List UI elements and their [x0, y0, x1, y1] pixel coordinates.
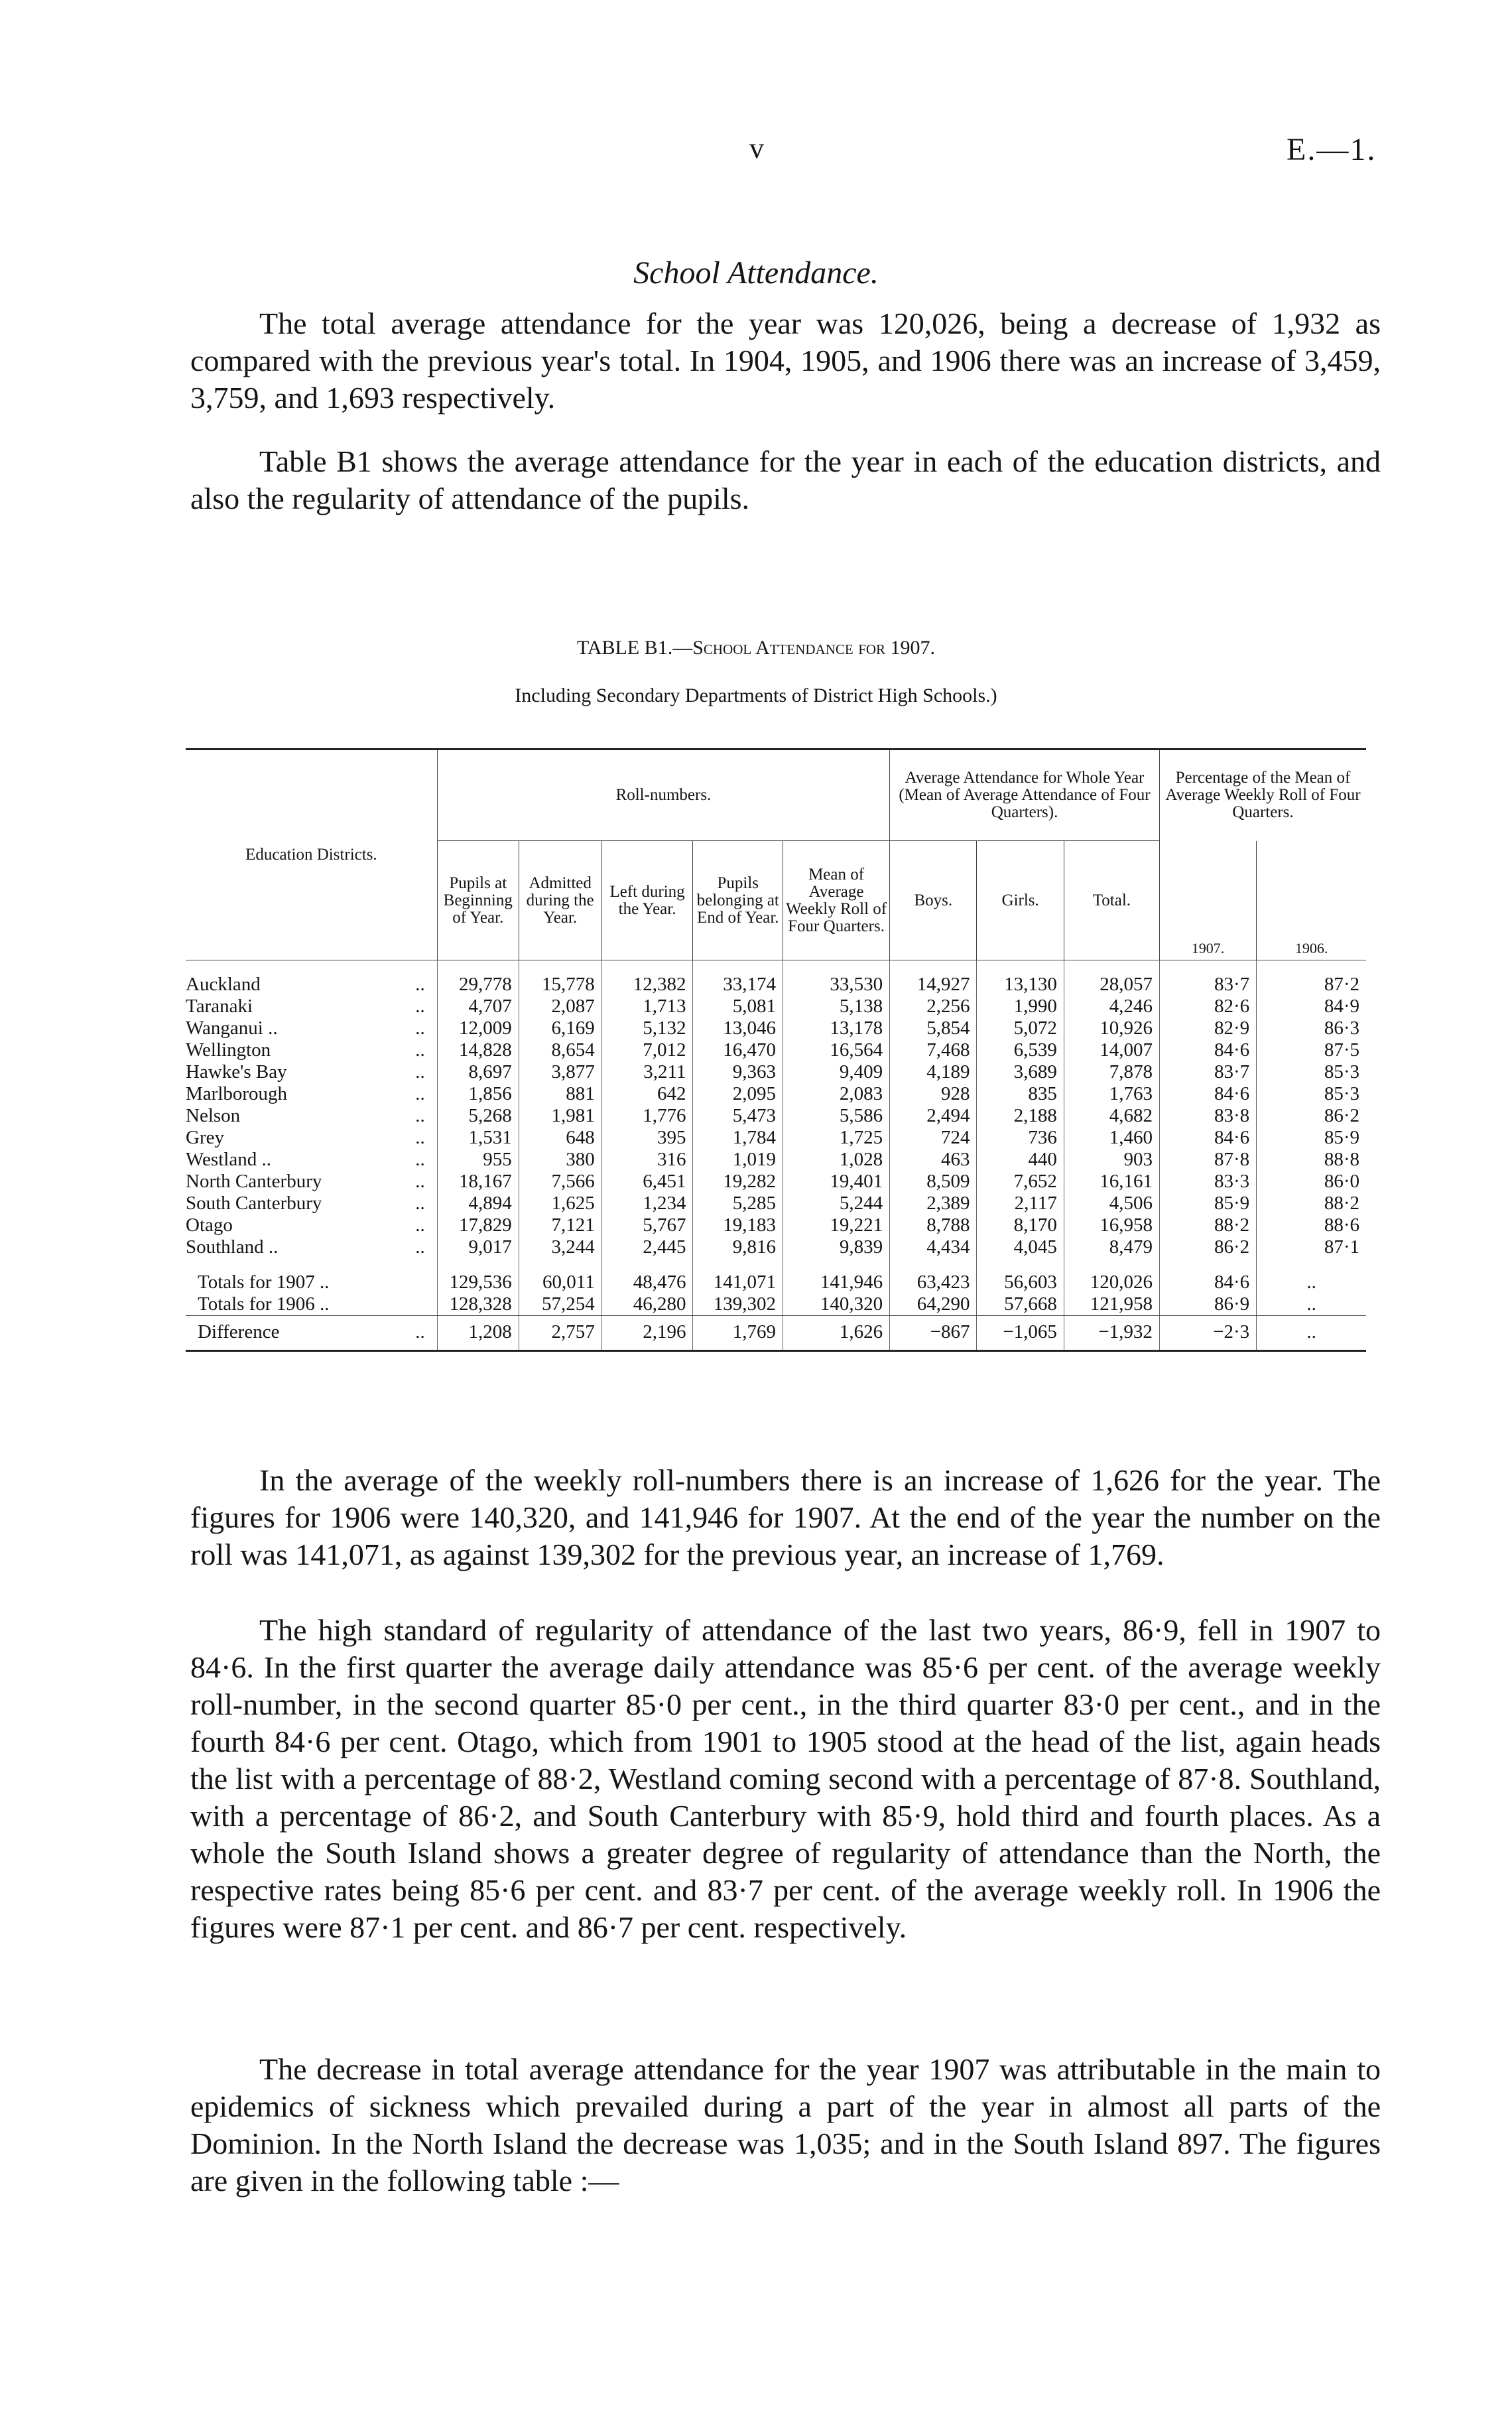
value-cell: 86·2 — [1159, 1236, 1256, 1258]
district-cell — [186, 1171, 437, 1193]
value-cell: 29,778 — [437, 974, 519, 996]
value-cell: 16,564 — [783, 1039, 890, 1061]
value-cell: 2,188 — [977, 1105, 1064, 1127]
value-cell: 86·3 — [1257, 1017, 1366, 1039]
value-cell: 1,776 — [601, 1105, 693, 1127]
district-name: Auckland — [186, 974, 261, 995]
value-cell: −1,065 — [977, 1316, 1064, 1351]
value-cell: 928 — [890, 1083, 977, 1105]
value-cell: 56,603 — [977, 1272, 1064, 1293]
spacer-cell — [519, 1258, 601, 1272]
district-name: Nelson — [186, 1105, 241, 1126]
value-cell: 5,138 — [783, 996, 890, 1017]
value-cell: 12,382 — [601, 974, 693, 996]
leader-dots: .. — [415, 1105, 425, 1126]
district-name: Hawke's Bay — [186, 1061, 287, 1082]
value-cell: 9,363 — [693, 1061, 783, 1083]
value-cell: 141,946 — [783, 1272, 890, 1293]
value-cell: 4,894 — [437, 1193, 519, 1214]
value-cell: 1,856 — [437, 1083, 519, 1105]
value-cell: 33,530 — [783, 974, 890, 996]
spacer-cell — [186, 960, 437, 974]
value-cell: 19,183 — [693, 1214, 783, 1236]
value-cell: 2,445 — [601, 1236, 693, 1258]
value-cell: 1,531 — [437, 1127, 519, 1149]
spacer-cell — [1159, 1258, 1256, 1272]
header-girls: Girls. — [977, 841, 1064, 960]
header-districts: Education Districts. — [186, 750, 437, 960]
value-cell: 87·1 — [1257, 1236, 1366, 1258]
value-cell: 4,682 — [1064, 1105, 1159, 1127]
table-row — [186, 1214, 1366, 1236]
spacer-cell — [890, 960, 977, 974]
value-cell: 18,167 — [437, 1171, 519, 1193]
value-cell: 87·2 — [1257, 974, 1366, 996]
value-cell: 88·6 — [1257, 1214, 1366, 1236]
leader-dots: .. — [415, 1321, 425, 1342]
header-roll-numbers: Roll-numbers. — [437, 750, 889, 841]
value-cell: 4,506 — [1064, 1193, 1159, 1214]
value-cell: 6,169 — [519, 1017, 601, 1039]
value-cell: 835 — [977, 1083, 1064, 1105]
value-cell: 14,828 — [437, 1039, 519, 1061]
paragraph-3-text: In the average of the weekly roll-numbers there is an increase of 1,626 for the year. The figures for 1906 were 140,320, and 141,946 for 1907. At the end of the year the number on the roll was 141,071, as against 139,302 for the previous year, an increase of 1,769. — [190, 1463, 1381, 1571]
value-cell: 87·8 — [1159, 1149, 1256, 1171]
spacer-cell — [437, 1258, 519, 1272]
paragraph-5 — [190, 2051, 1381, 2199]
value-cell: 4,707 — [437, 996, 519, 1017]
value-cell: 5,473 — [693, 1105, 783, 1127]
paragraph-4-text: The high standard of regularity of attendance of the last two years, 86·9, fell in 1907 to 84·6. In the first quarter the average daily attendance was 85·6 per cent. of the average weekly roll-number, in the second quarter 85·0 per cent., in the third quarter 83·0 per cent., and in the fourth 84·6 per cent. Otago, which from 1901 to 1905 stood at the head of the list, again heads the list with a percentage of 88·2, Westland coming second with a percentage of 87·8. Southland, with a percentage of 86·2, and South Canterbury with 85·9, hold third and fourth places. As a whole the South Island shows a greater degree of regularity of attendance than the North, the respective rates being 85·6 per cent. and 83·7 per cent. of the average weekly roll. In 1906 the figures were 87·1 per cent. and 86·7 per cent. respectively. — [190, 1613, 1381, 1944]
table-row — [186, 1083, 1366, 1105]
value-cell: .. — [1257, 1272, 1366, 1293]
leader-dots: .. — [415, 1171, 425, 1192]
difference-row — [186, 1316, 1366, 1351]
header-total: Total. — [1064, 841, 1159, 960]
page-number: v — [749, 132, 764, 164]
spacer-cell — [1064, 960, 1159, 974]
value-cell: 2,757 — [519, 1316, 601, 1351]
value-cell: 57,254 — [519, 1293, 601, 1316]
value-cell: 9,017 — [437, 1236, 519, 1258]
value-cell: 8,479 — [1064, 1236, 1159, 1258]
value-cell: 6,451 — [601, 1171, 693, 1193]
value-cell: 2,256 — [890, 996, 977, 1017]
table-title-prefix: TABLE B1.— — [576, 637, 693, 659]
spacer-cell — [601, 960, 693, 974]
paragraph-1-text: The total average attendance for the year was 120,026, being a decrease of 1,932 as compared with the previous year's total. In 1904, 1905, and 1906 there was an increase of 3,459, 3,759, and 1,693 respectively. — [190, 306, 1381, 415]
leader-dots: .. — [415, 1083, 425, 1104]
value-cell: 8,509 — [890, 1171, 977, 1193]
value-cell: 7,121 — [519, 1214, 601, 1236]
value-cell: 9,839 — [783, 1236, 890, 1258]
value-cell: 648 — [519, 1127, 601, 1149]
value-cell: 1,234 — [601, 1193, 693, 1214]
value-cell: 84·6 — [1159, 1272, 1256, 1293]
value-cell: 8,788 — [890, 1214, 977, 1236]
table-subtitle: Including Secondary Departments of District High Schools.) — [515, 685, 997, 706]
value-cell: 1,763 — [1064, 1083, 1159, 1105]
value-cell: 57,668 — [977, 1293, 1064, 1316]
spacer-cell — [977, 1258, 1064, 1272]
header-pupils-beginning: Pupils at Beginning of Year. — [437, 841, 519, 960]
value-cell: 2,083 — [783, 1083, 890, 1105]
value-cell: 4,189 — [890, 1061, 977, 1083]
value-cell: 1,990 — [977, 996, 1064, 1017]
value-cell: 83·3 — [1159, 1171, 1256, 1193]
spacer-cell — [783, 1258, 890, 1272]
value-cell: 16,161 — [1064, 1171, 1159, 1193]
header-mean-roll: Mean of Average Weekly Roll of Four Quarters. — [783, 841, 890, 960]
header-1907: 1907. — [1159, 841, 1256, 960]
value-cell: 3,689 — [977, 1061, 1064, 1083]
value-cell: 8,654 — [519, 1039, 601, 1061]
district-name: Grey — [186, 1127, 224, 1148]
district-cell — [186, 1193, 437, 1214]
section-heading: School Attendance. — [633, 255, 879, 291]
value-cell: 82·6 — [1159, 996, 1256, 1017]
value-cell: 2,087 — [519, 996, 601, 1017]
value-cell: 1,784 — [693, 1127, 783, 1149]
totals-row — [186, 1272, 1366, 1293]
value-cell: 5,285 — [693, 1193, 783, 1214]
value-cell: 7,012 — [601, 1039, 693, 1061]
value-cell: 88·2 — [1257, 1193, 1366, 1214]
value-cell: 1,626 — [783, 1316, 890, 1351]
value-cell: 724 — [890, 1127, 977, 1149]
table-title-main: School Attendance for 1907. — [692, 637, 936, 659]
value-cell: 84·6 — [1159, 1083, 1256, 1105]
value-cell: 14,927 — [890, 974, 977, 996]
value-cell: 2,196 — [601, 1316, 693, 1351]
value-cell: 903 — [1064, 1149, 1159, 1171]
district-name: Southland .. — [186, 1236, 279, 1258]
spacer-cell — [1257, 1258, 1366, 1272]
value-cell: 9,409 — [783, 1061, 890, 1083]
value-cell: 83·8 — [1159, 1105, 1256, 1127]
leader-dots: .. — [415, 1061, 425, 1082]
table-row — [186, 1061, 1366, 1083]
spacer-cell — [1064, 1258, 1159, 1272]
district-name: Wellington — [186, 1039, 271, 1061]
value-cell: −2·3 — [1159, 1316, 1256, 1351]
table-row — [186, 1127, 1366, 1149]
value-cell: −1,932 — [1064, 1316, 1159, 1351]
district-cell — [186, 1236, 437, 1258]
value-cell: 1,713 — [601, 996, 693, 1017]
spacer-cell — [1159, 960, 1256, 974]
spacer-cell — [977, 960, 1064, 974]
table-row — [186, 1017, 1366, 1039]
table-row — [186, 996, 1366, 1017]
header-admitted: Admitted during the Year. — [519, 841, 601, 960]
paragraph-5-text: The decrease in total average attendance for the year 1907 was attributable in the main to epidemics of sickness which prevailed during a part of the year in almost all parts of the Dominion. In the North Island the decrease was 1,035; and in the South Island 897. The figures are given in the following table :— — [190, 2052, 1381, 2197]
district-cell — [186, 996, 437, 1017]
spacer-cell — [783, 960, 890, 974]
value-cell: 86·0 — [1257, 1171, 1366, 1193]
district-cell — [186, 1061, 437, 1083]
totals-label: Totals for 1907 .. — [198, 1272, 330, 1293]
value-cell: 14,007 — [1064, 1039, 1159, 1061]
spacer-row — [186, 1258, 1366, 1272]
value-cell: 88·8 — [1257, 1149, 1366, 1171]
value-cell: 86·2 — [1257, 1105, 1366, 1127]
value-cell: 141,071 — [693, 1272, 783, 1293]
value-cell: 128,328 — [437, 1293, 519, 1316]
value-cell: 440 — [977, 1149, 1064, 1171]
header-percentage: Percentage of the Mean of Average Weekly Roll of Four Quarters. — [1159, 750, 1366, 841]
value-cell: 10,926 — [1064, 1017, 1159, 1039]
table-row — [186, 1105, 1366, 1127]
value-cell: 4,246 — [1064, 996, 1159, 1017]
value-cell: 1,725 — [783, 1127, 890, 1149]
spacer-cell — [1257, 960, 1366, 974]
value-cell: 3,211 — [601, 1061, 693, 1083]
value-cell: 1,625 — [519, 1193, 601, 1214]
leader-dots: .. — [415, 1214, 425, 1236]
spacer-cell — [186, 1258, 437, 1272]
spacer-cell — [693, 1258, 783, 1272]
spacer-row — [186, 960, 1366, 974]
value-cell: 3,877 — [519, 1061, 601, 1083]
value-cell: 85·3 — [1257, 1083, 1366, 1105]
value-cell: 82·9 — [1159, 1017, 1256, 1039]
value-cell: 1,028 — [783, 1149, 890, 1171]
value-cell: 2,389 — [890, 1193, 977, 1214]
value-cell: 736 — [977, 1127, 1064, 1149]
value-cell: 121,958 — [1064, 1293, 1159, 1316]
value-cell: 17,829 — [437, 1214, 519, 1236]
value-cell: 5,767 — [601, 1214, 693, 1236]
value-cell: 3,244 — [519, 1236, 601, 1258]
value-cell: 16,958 — [1064, 1214, 1159, 1236]
value-cell: 139,302 — [693, 1293, 783, 1316]
value-cell: 28,057 — [1064, 974, 1159, 996]
leader-dots: .. — [415, 1149, 425, 1170]
value-cell: 64,290 — [890, 1293, 977, 1316]
paragraph-2 — [190, 443, 1381, 517]
value-cell: 1,460 — [1064, 1127, 1159, 1149]
spacer-cell — [437, 960, 519, 974]
value-cell: 395 — [601, 1127, 693, 1149]
district-cell — [186, 1105, 437, 1127]
district-name: Otago — [186, 1214, 233, 1236]
value-cell: 4,045 — [977, 1236, 1064, 1258]
value-cell: 2,095 — [693, 1083, 783, 1105]
totals-label: Totals for 1906 .. — [186, 1293, 437, 1316]
value-cell: 83·7 — [1159, 974, 1256, 996]
value-cell: 84·9 — [1257, 996, 1366, 1017]
leader-dots: .. — [415, 996, 425, 1017]
value-cell: 140,320 — [783, 1293, 890, 1316]
value-cell: 83·7 — [1159, 1061, 1256, 1083]
value-cell: 15,778 — [519, 974, 601, 996]
district-name: Taranaki — [186, 996, 253, 1017]
difference-text: Difference — [198, 1321, 280, 1342]
value-cell: 7,878 — [1064, 1061, 1159, 1083]
district-name: Westland .. — [186, 1149, 271, 1170]
value-cell: 2,494 — [890, 1105, 977, 1127]
value-cell: 13,046 — [693, 1017, 783, 1039]
spacer-cell — [519, 960, 601, 974]
value-cell: 63,423 — [890, 1272, 977, 1293]
value-cell: 19,221 — [783, 1214, 890, 1236]
value-cell: 8,170 — [977, 1214, 1064, 1236]
header-1906: 1906. — [1257, 841, 1366, 960]
table-row — [186, 1039, 1366, 1061]
header-average-attendance: Average Attendance for Whole Year (Mean of Average Attendance of Four Quarters). — [890, 750, 1160, 841]
district-cell — [186, 1083, 437, 1105]
district-name: North Canterbury — [186, 1171, 322, 1192]
value-cell: 12,009 — [437, 1017, 519, 1039]
leader-dots: .. — [415, 1017, 425, 1039]
value-cell: 316 — [601, 1149, 693, 1171]
value-cell: 5,244 — [783, 1193, 890, 1214]
value-cell: 19,282 — [693, 1171, 783, 1193]
value-cell: 5,081 — [693, 996, 783, 1017]
attendance-table — [186, 748, 1366, 1352]
value-cell: 1,019 — [693, 1149, 783, 1171]
value-cell: 8,697 — [437, 1061, 519, 1083]
value-cell: 85·9 — [1257, 1127, 1366, 1149]
spacer-cell — [693, 960, 783, 974]
table-row — [186, 1171, 1366, 1193]
district-cell — [186, 1149, 437, 1171]
value-cell: 1,769 — [693, 1316, 783, 1351]
value-cell: 86·9 — [1159, 1293, 1256, 1316]
value-cell: 88·2 — [1159, 1214, 1256, 1236]
leader-dots: .. — [415, 1193, 425, 1214]
leader-dots: .. — [415, 1236, 425, 1258]
value-cell: 4,434 — [890, 1236, 977, 1258]
value-cell: 48,476 — [601, 1272, 693, 1293]
value-cell: 7,468 — [890, 1039, 977, 1061]
spacer-cell — [890, 1258, 977, 1272]
spacer-cell — [601, 1258, 693, 1272]
table-row — [186, 1193, 1366, 1214]
paragraph-1 — [190, 305, 1381, 417]
value-cell: 2,117 — [977, 1193, 1064, 1214]
value-cell: 642 — [601, 1083, 693, 1105]
difference-label — [186, 1316, 437, 1351]
value-cell: 5,268 — [437, 1105, 519, 1127]
value-cell: 1,981 — [519, 1105, 601, 1127]
value-cell: 1,208 — [437, 1316, 519, 1351]
district-cell — [186, 1017, 437, 1039]
value-cell: 84·6 — [1159, 1039, 1256, 1061]
value-cell: 5,854 — [890, 1017, 977, 1039]
value-cell: 84·6 — [1159, 1127, 1256, 1149]
district-cell — [186, 1039, 437, 1061]
value-cell: 46,280 — [601, 1293, 693, 1316]
paragraph-4 — [190, 1612, 1381, 1946]
value-cell: 5,586 — [783, 1105, 890, 1127]
value-cell: 19,401 — [783, 1171, 890, 1193]
value-cell: .. — [1257, 1293, 1366, 1316]
header-pupils-end: Pupils belonging at End of Year. — [693, 841, 783, 960]
value-cell: 7,566 — [519, 1171, 601, 1193]
document-code: E.—1. — [1287, 132, 1377, 167]
value-cell: 33,174 — [693, 974, 783, 996]
value-cell: 13,178 — [783, 1017, 890, 1039]
value-cell: 463 — [890, 1149, 977, 1171]
value-cell: .. — [1257, 1316, 1366, 1351]
value-cell: 85·3 — [1257, 1061, 1366, 1083]
value-cell: 129,536 — [437, 1272, 519, 1293]
value-cell: 955 — [437, 1149, 519, 1171]
district-cell — [186, 1214, 437, 1236]
value-cell: 380 — [519, 1149, 601, 1171]
table-row — [186, 974, 1366, 996]
value-cell: 13,130 — [977, 974, 1064, 996]
value-cell: 85·9 — [1159, 1193, 1256, 1214]
value-cell: 16,470 — [693, 1039, 783, 1061]
district-name: Wanganui .. — [186, 1017, 278, 1039]
leader-dots: .. — [415, 1039, 425, 1061]
district-name: Marlborough — [186, 1083, 288, 1104]
table-row — [186, 1149, 1366, 1171]
value-cell: 87·5 — [1257, 1039, 1366, 1061]
district-name: South Canterbury — [186, 1193, 322, 1214]
value-cell: 5,132 — [601, 1017, 693, 1039]
district-cell — [186, 974, 437, 996]
value-cell: −867 — [890, 1316, 977, 1351]
value-cell: 60,011 — [519, 1272, 601, 1293]
value-cell: 9,816 — [693, 1236, 783, 1258]
paragraph-2-text: Table B1 shows the average attendance for the year in each of the education districts, and also the regularity of attendance of the pupils. — [190, 444, 1381, 515]
paragraph-3 — [190, 1462, 1381, 1573]
totals-row — [186, 1293, 1366, 1316]
value-cell: 881 — [519, 1083, 601, 1105]
table-body — [186, 960, 1366, 1351]
district-cell — [186, 1127, 437, 1149]
value-cell: 120,026 — [1064, 1272, 1159, 1293]
leader-dots: .. — [415, 974, 425, 995]
value-cell: 5,072 — [977, 1017, 1064, 1039]
header-left: Left during the Year. — [601, 841, 693, 960]
value-cell: 7,652 — [977, 1171, 1064, 1193]
value-cell: 6,539 — [977, 1039, 1064, 1061]
leader-dots: .. — [415, 1127, 425, 1148]
header-boys: Boys. — [890, 841, 977, 960]
table-title — [0, 637, 1512, 659]
table-row — [186, 1236, 1366, 1258]
